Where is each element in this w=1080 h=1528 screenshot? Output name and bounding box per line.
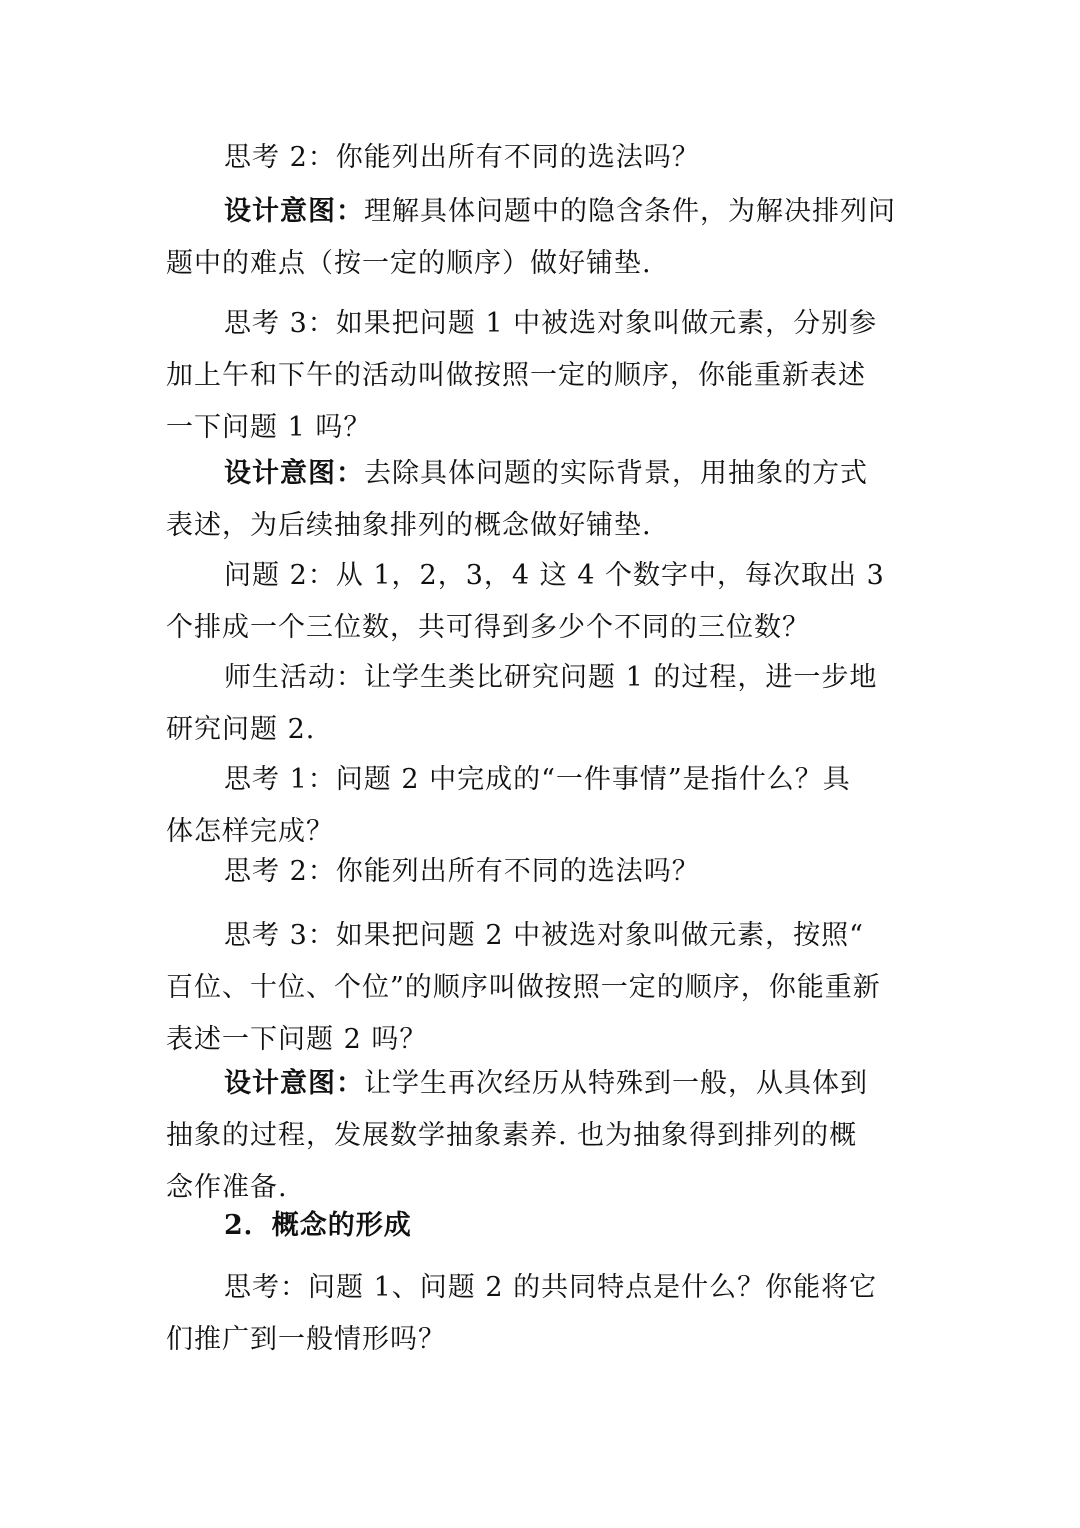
- design-intent-label: 设计意图：: [224, 1068, 364, 1099]
- paragraph-line: 们推广到一般情形吗？: [166, 1324, 446, 1355]
- paragraph-text: 理解具体问题中的隐含条件，为解决排列问: [364, 196, 896, 227]
- paragraph-design-intent-3: [166, 1058, 936, 1214]
- paragraph-line: 问题 2：从 1，2，3，4 这 4 个数字中，每次取出 3: [224, 560, 885, 591]
- paragraph-line: [166, 448, 936, 500]
- paragraph-line: 思考 2：你能列出所有不同的选法吗？: [224, 856, 700, 887]
- paragraph-line: 研究问题 2.: [166, 714, 316, 745]
- section-heading: [166, 1200, 936, 1252]
- paragraph-think-1: [166, 754, 936, 858]
- paragraph-think-common: [166, 1262, 936, 1366]
- paragraph-line: 百位、十位、个位”的顺序叫做按照一定的顺序，你能重新: [166, 972, 881, 1003]
- design-intent-label: 设计意图：: [224, 458, 364, 489]
- paragraph-think-3: [166, 298, 936, 454]
- paragraph-text: 去除具体问题的实际背景，用抽象的方式: [364, 458, 868, 489]
- paragraph-line: [166, 186, 936, 238]
- paragraph-line: 思考 3：如果把问题 2 中被选对象叫做元素，按照“: [224, 920, 864, 951]
- paragraph-line: [166, 1058, 936, 1110]
- paragraph-design-intent-1: [166, 186, 936, 290]
- paragraph-line: 加上午和下午的活动叫做按照一定的顺序，你能重新表述: [166, 360, 866, 391]
- paragraph-line: 师生活动：让学生类比研究问题 1 的过程，进一步地: [224, 662, 878, 693]
- paragraph-text: 让学生再次经历从特殊到一般，从具体到: [364, 1068, 868, 1099]
- paragraph-think-3-again: [166, 910, 936, 1066]
- paragraph-think-2-again: [166, 846, 936, 898]
- paragraph-line: 思考 3：如果把问题 1 中被选对象叫做元素，分别参: [224, 308, 878, 339]
- paragraph-teacher-student-activity: [166, 652, 936, 756]
- paragraph-line: 题中的难点（按一定的顺序）做好铺垫.: [166, 248, 652, 279]
- paragraph-line: 思考 2：你能列出所有不同的选法吗？: [224, 142, 700, 173]
- paragraph-line: 个排成一个三位数，共可得到多少个不同的三位数？: [166, 612, 810, 643]
- paragraph-line: 一下问题 1 吗？: [166, 412, 372, 443]
- paragraph-line: 表述，为后续抽象排列的概念做好铺垫.: [166, 510, 652, 541]
- paragraph-line: 表述一下问题 2 吗？: [166, 1024, 428, 1055]
- paragraph-problem-2: [166, 550, 936, 654]
- paragraph-line: 思考 1：问题 2 中完成的“一件事情”是指什么？具: [224, 764, 851, 795]
- section-heading-text: 2．概念的形成: [224, 1210, 412, 1241]
- paragraph-design-intent-2: [166, 448, 936, 552]
- design-intent-label: 设计意图：: [224, 196, 364, 227]
- paragraph-think-2: [166, 132, 936, 184]
- paragraph-line: 抽象的过程，发展数学抽象素养. 也为抽象得到排列的概: [166, 1120, 858, 1151]
- paragraph-line: 体怎样完成？: [166, 816, 334, 847]
- paragraph-line: 思考：问题 1、问题 2 的共同特点是什么？你能将它: [224, 1272, 878, 1303]
- paragraph-line: 念作准备.: [166, 1172, 288, 1203]
